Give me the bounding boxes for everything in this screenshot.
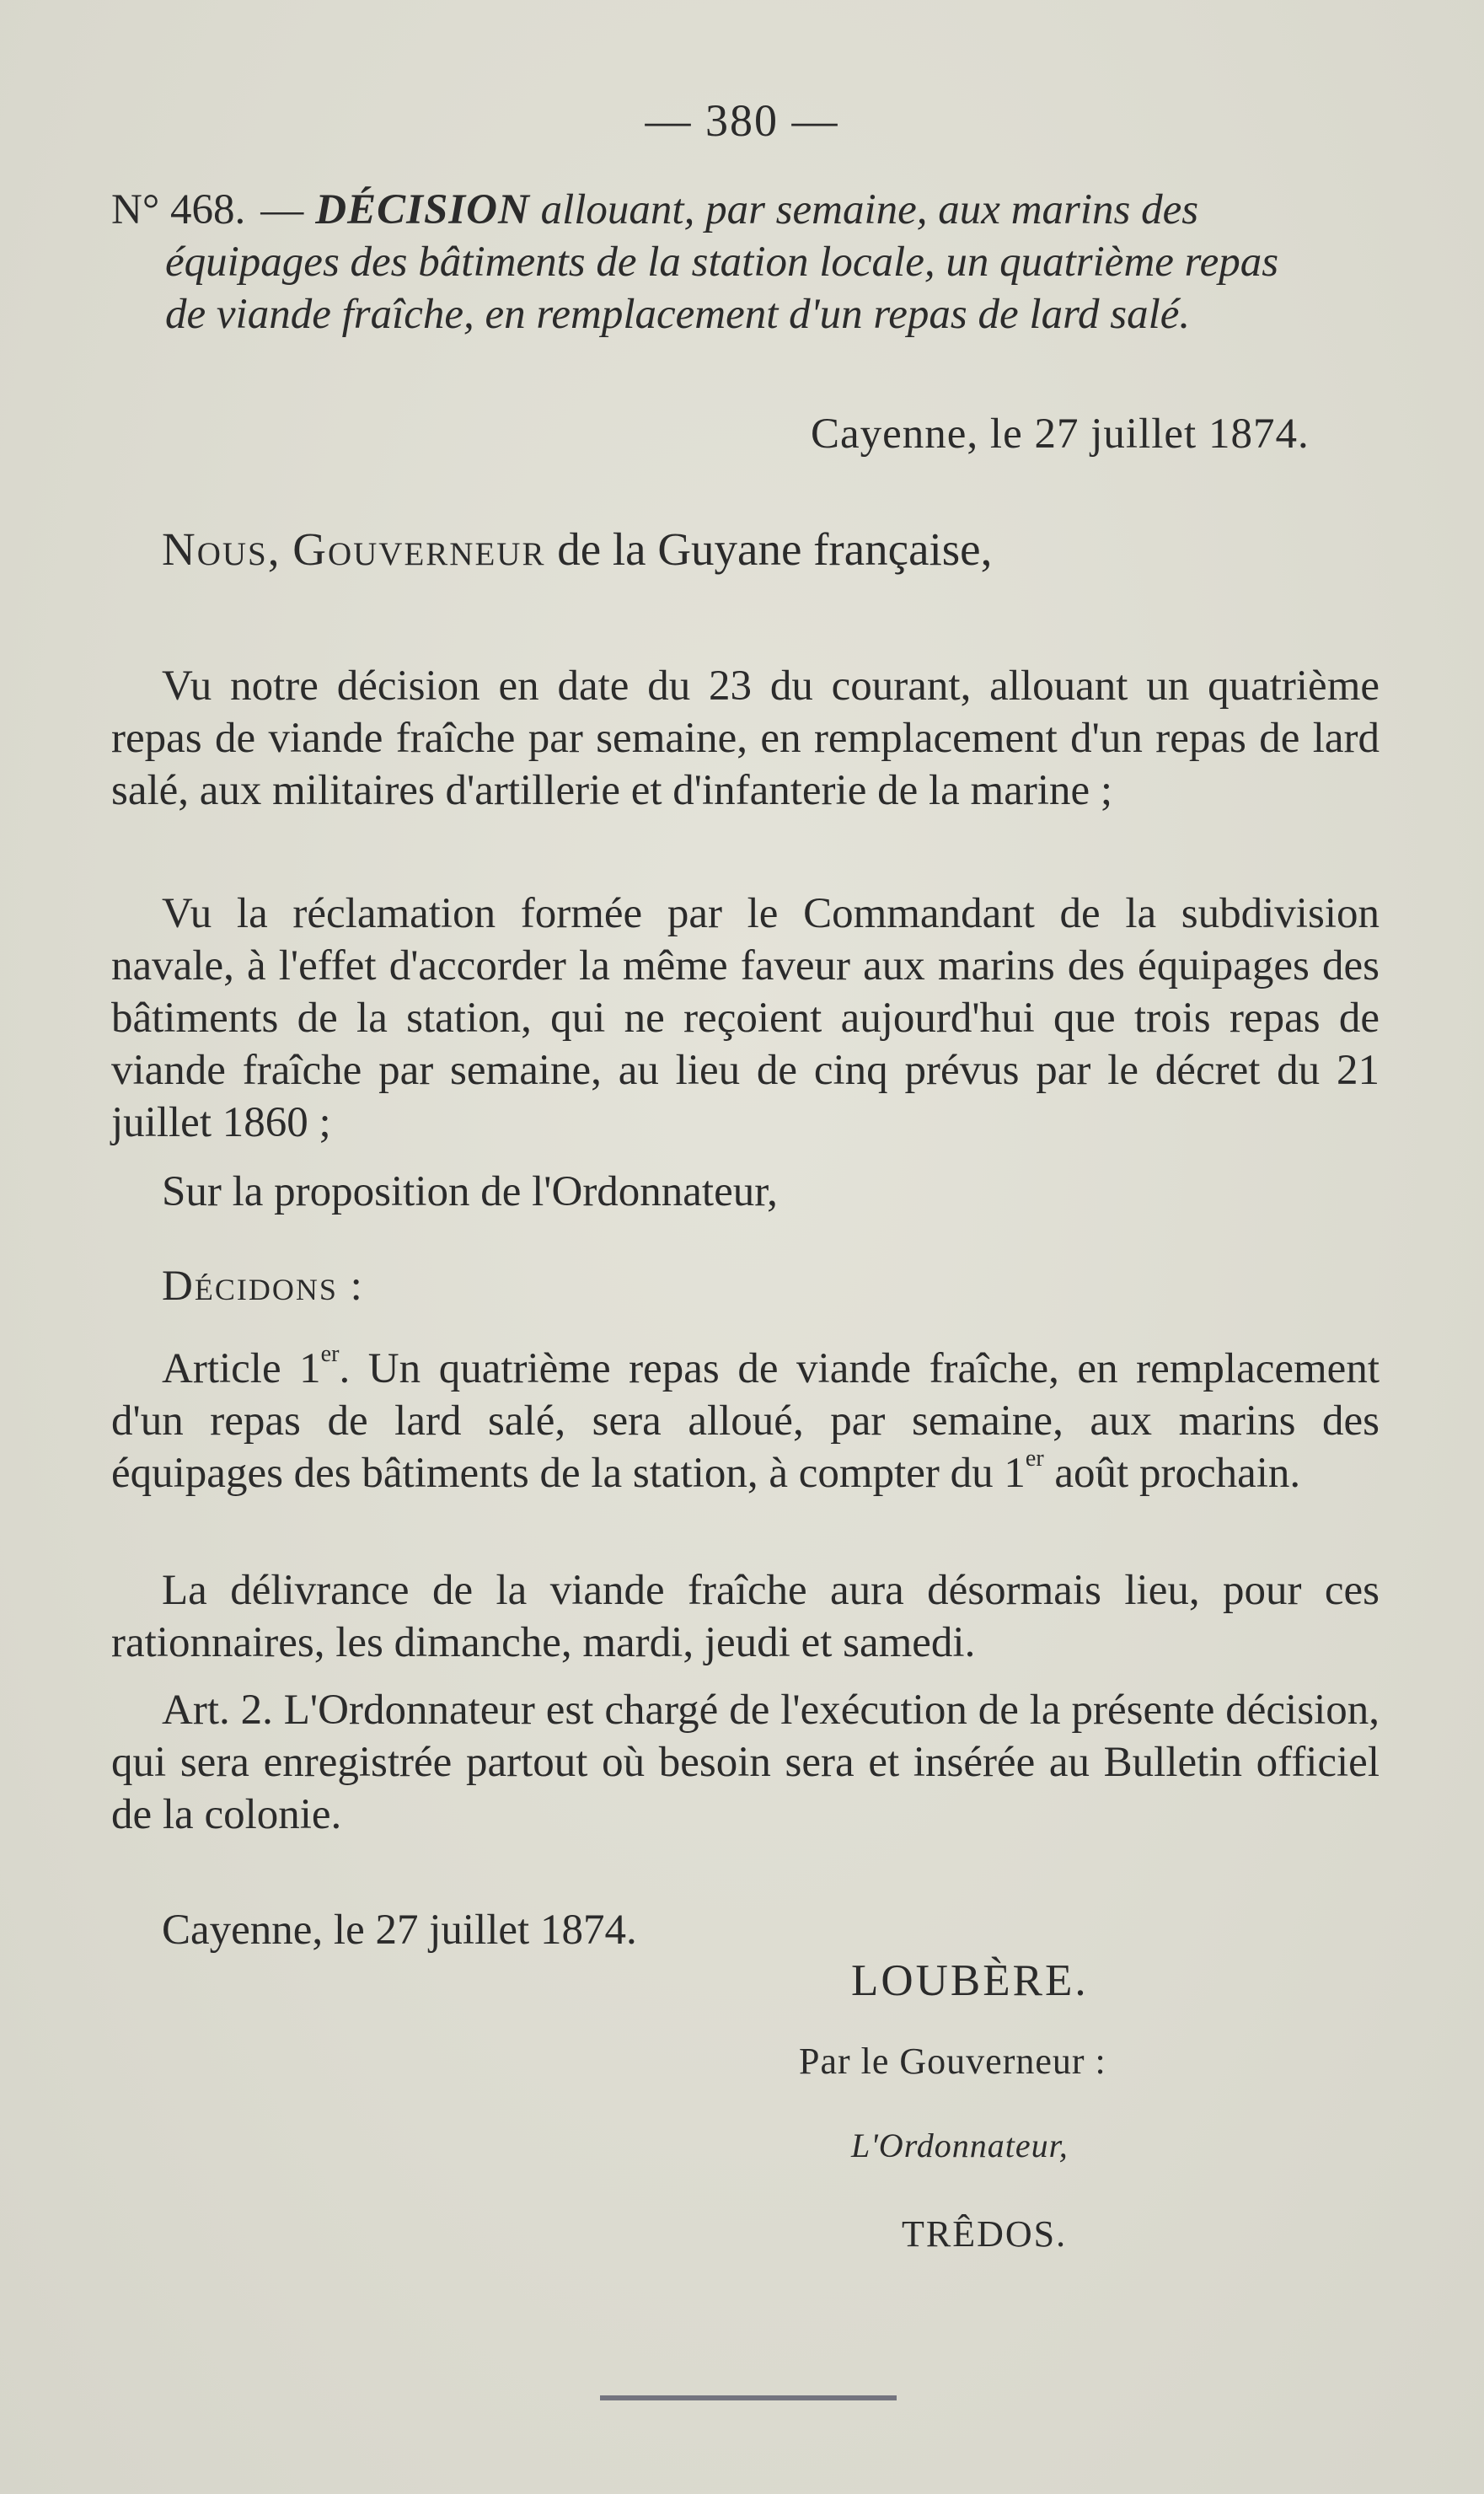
end-rule	[600, 2395, 897, 2400]
signer-name: LOUBÈRE.	[851, 1956, 1089, 2005]
paragraph-vu-decision: Vu notre décision en date du 23 du courant, allouant un quatrième repas de viande fraîche par semaine, en remplacement d'un repas de lard salé, aux militaires d'artillerie et d'infanterie de la marine ;	[111, 662, 1380, 814]
paragraph-vu-reclamation: Vu la réclamation formée par le Commandant de la subdivision navale, à l'effet d'accorder la même faveur aux marins des équipages des bâtiments de la station, qui ne reçoient aujourd'hui que trois repas de viande fraîche par semaine, au lieu de cinq prévus par le décret du 21 juillet 1860 ;	[111, 890, 1380, 1146]
intro-line	[162, 523, 992, 576]
paragraph-closing-date: Cayenne, le 27 juillet 1874.	[162, 1907, 637, 1954]
by-governor-line: Par le Gouverneur :	[799, 2041, 1106, 2082]
place-date: Cayenne, le 27 juillet 1874.	[811, 410, 1310, 458]
heading-dash: —	[260, 186, 304, 233]
intro-gouverneur: Gouverneur	[292, 523, 546, 575]
decision-heading	[111, 184, 1380, 341]
decision-number: N° 468.	[111, 186, 246, 233]
countersigner-name: TRÊDOS.	[902, 2213, 1068, 2255]
article-1-sup: er	[320, 1340, 340, 1367]
article-1-body: . Un quatrième repas de viande fraîche, en remplacement d'un repas de lard salé, sera alloué, par semaine, aux marins des équipages des bâtiments de la station, à compter du 1	[111, 1345, 1380, 1497]
heading-line2: équipages des bâtiments de la station locale, un quatrième repas	[165, 239, 1279, 286]
paragraph-decidons: Décidons :	[162, 1263, 364, 1310]
paragraph-article-2: Art. 2. L'Ordonnateur est chargé de l'exécution de la présente décision, qui sera enregistrée partout où besoin sera et insérée au Bulletin officiel de la colonie.	[111, 1687, 1380, 1838]
paragraph-delivrance: La délivrance de la viande fraîche aura désormais lieu, pour ces rationnaires, les dimanche, mardi, jeudi et samedi.	[111, 1567, 1380, 1666]
paragraph-proposition: Sur la proposition de l'Ordonnateur,	[162, 1168, 778, 1215]
intro-rest: de la Guyane française,	[557, 523, 993, 575]
paragraph-article-1	[111, 1340, 1380, 1499]
heading-line3: de viande fraîche, en remplacement d'un repas de lard salé.	[165, 291, 1191, 338]
heading-line1-rest: allouant, par semaine, aux marins des	[540, 186, 1199, 233]
decision-word: DÉCISION	[315, 186, 530, 233]
intro-nous: Nous,	[162, 523, 281, 575]
page-number: — 380 —	[645, 95, 839, 146]
article-1-end: août prochain.	[1043, 1450, 1301, 1497]
ordonnateur-title: L'Ordonnateur,	[851, 2127, 1069, 2164]
article-1-date-sup: er	[1025, 1445, 1044, 1472]
article-1-prefix: Article 1	[162, 1345, 321, 1392]
